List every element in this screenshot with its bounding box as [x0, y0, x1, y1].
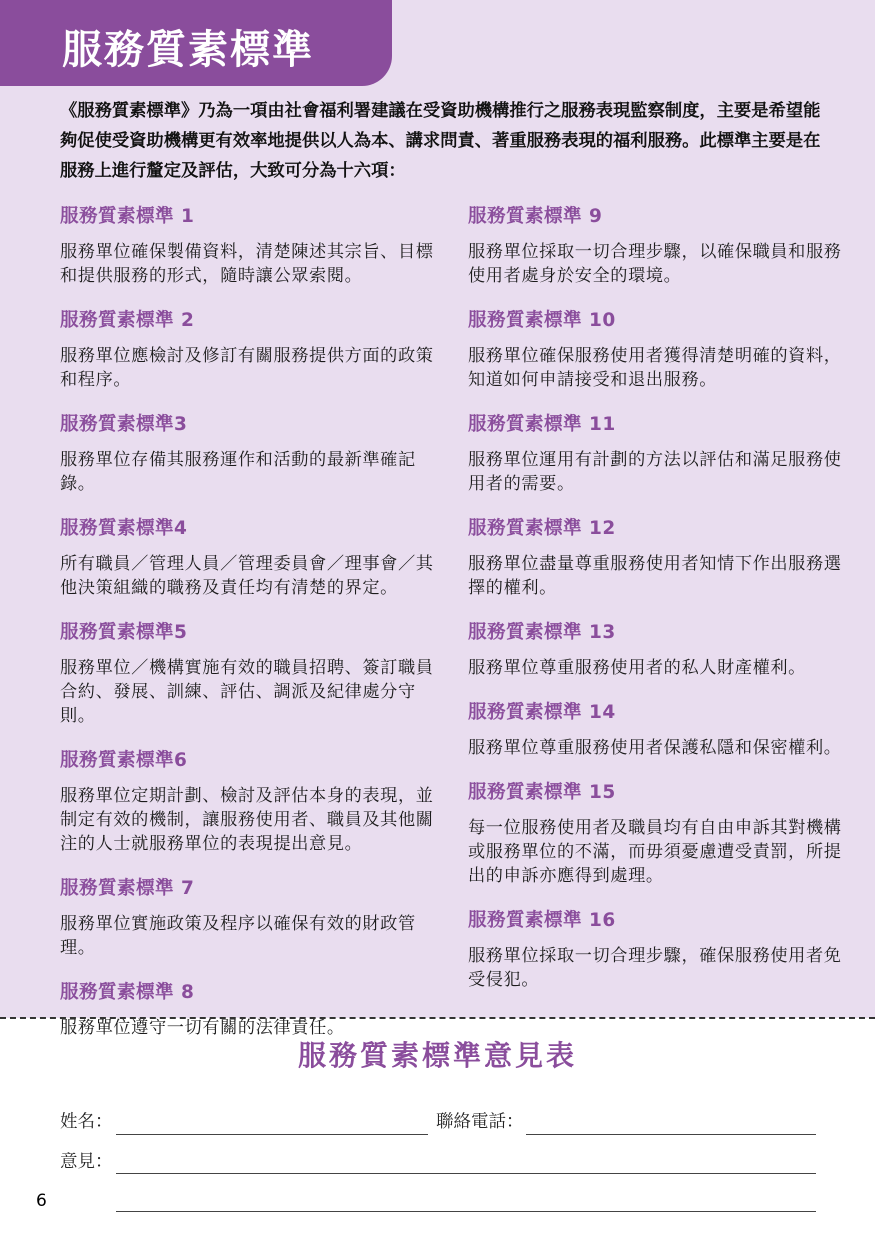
standard-text: 所有職員／管理人員／管理委員會／理事會／其他決策組織的職務及責任均有清楚的界定。 [60, 554, 434, 598]
standard-title: 服務質素標準 16 [468, 910, 616, 931]
standard-item [468, 310, 848, 392]
standard-text: 服務單位確保服務使用者獲得清楚明確的資料，知道如何申請接受和退出服務。 [468, 346, 842, 390]
name-field[interactable] [116, 1134, 428, 1135]
intro-paragraph: 《服務質素標準》乃為一項由社會福利署建議在受資助機構推行之服務表現監察制度，主要是希望能夠促使受資助機構更有效率地提供以人為本、講求問責、著重服務表現的福利服務。此標準主要是在服務上進行釐定及評估，大致可分為十六項： [60, 101, 821, 181]
page-title: 服務質素標準 [62, 27, 314, 73]
standard-title: 服務質素標準 11 [468, 414, 616, 435]
standard-item [60, 878, 440, 960]
standard-text: 服務單位盡量尊重服務使用者知情下作出服務選擇的權利。 [468, 554, 842, 598]
standard-title: 服務質素標準 12 [468, 518, 616, 539]
standard-item [468, 702, 848, 760]
standards-column-right [468, 206, 848, 992]
title-banner [0, 0, 392, 86]
standard-text: 服務單位採取一切合理步驟，以確保職員和服務使用者處身於安全的環境。 [468, 242, 842, 286]
standard-item [60, 982, 440, 1040]
standard-text: 服務單位確保製備資料，清楚陳述其宗旨、目標和提供服務的形式，隨時讓公眾索閱。 [60, 242, 434, 286]
standard-title: 服務質素標準5 [60, 622, 188, 643]
standard-title: 服務質素標準 7 [60, 878, 195, 899]
standard-item [468, 622, 848, 680]
standard-text: 服務單位採取一切合理步驟，確保服務使用者免受侵犯。 [468, 946, 842, 990]
standard-text: 每一位服務使用者及職員均有自由申訴其對機構或服務單位的不滿，而毋須憂慮遭受責罰，所提出的申訴亦應得到處理。 [468, 818, 842, 886]
page-number: 6 [36, 1191, 47, 1211]
opinion-field-line-1[interactable] [116, 1173, 816, 1174]
standard-text: 服務單位運用有計劃的方法以評估和滿足服務使用者的需要。 [468, 450, 842, 494]
standard-title: 服務質素標準4 [60, 518, 188, 539]
standard-item [60, 518, 440, 600]
standard-title: 服務質素標準 2 [60, 310, 195, 331]
standard-item [60, 414, 440, 496]
standard-item [60, 622, 440, 728]
standard-title: 服務質素標準 14 [468, 702, 616, 723]
standard-text: 服務單位存備其服務運作和活動的最新準確記錄。 [60, 450, 416, 494]
standard-item [468, 518, 848, 600]
standard-item [468, 414, 848, 496]
standard-title: 服務質素標準3 [60, 414, 188, 435]
phone-label: 聯絡電話： [436, 1112, 524, 1132]
standard-text: 服務單位尊重服務使用者保護私隱和保密權利。 [468, 738, 842, 758]
standard-text: 服務單位應檢討及修訂有關服務提供方面的政策和程序。 [60, 346, 434, 390]
standard-text: 服務單位遵守一切有關的法律責任。 [60, 1018, 345, 1038]
standard-item [60, 750, 440, 856]
standard-title: 服務質素標準6 [60, 750, 188, 771]
standards-column-left [60, 206, 440, 1040]
standard-item [468, 910, 848, 992]
standard-text: 服務單位／機構實施有效的職員招聘、簽訂職員合約、發展、訓練、評估、調派及紀律處分守則。 [60, 658, 434, 726]
standard-title: 服務質素標準 13 [468, 622, 616, 643]
standard-title: 服務質素標準 1 [60, 206, 195, 227]
opinion-field-line-2[interactable] [116, 1211, 816, 1212]
standard-item [60, 310, 440, 392]
standard-item [468, 782, 848, 888]
feedback-form-title: 服務質素標準意見表 [297, 1039, 577, 1072]
opinion-label: 意見： [60, 1152, 113, 1172]
standard-text: 服務單位尊重服務使用者的私人財產權利。 [468, 658, 806, 678]
standard-item [468, 206, 848, 288]
standard-title: 服務質素標準 15 [468, 782, 616, 803]
standard-title: 服務質素標準 10 [468, 310, 616, 331]
cut-line-divider [0, 1017, 875, 1019]
standard-title: 服務質素標準 8 [60, 982, 195, 1003]
standard-title: 服務質素標準 9 [468, 206, 603, 227]
phone-field[interactable] [526, 1134, 816, 1135]
standard-text: 服務單位實施政策及程序以確保有效的財政管理。 [60, 914, 416, 958]
standard-text: 服務單位定期計劃、檢討及評估本身的表現，並制定有效的機制，讓服務使用者、職員及其他關注的人士就服務單位的表現提出意見。 [60, 786, 434, 854]
standard-item [60, 206, 440, 288]
name-label: 姓名： [60, 1112, 113, 1132]
